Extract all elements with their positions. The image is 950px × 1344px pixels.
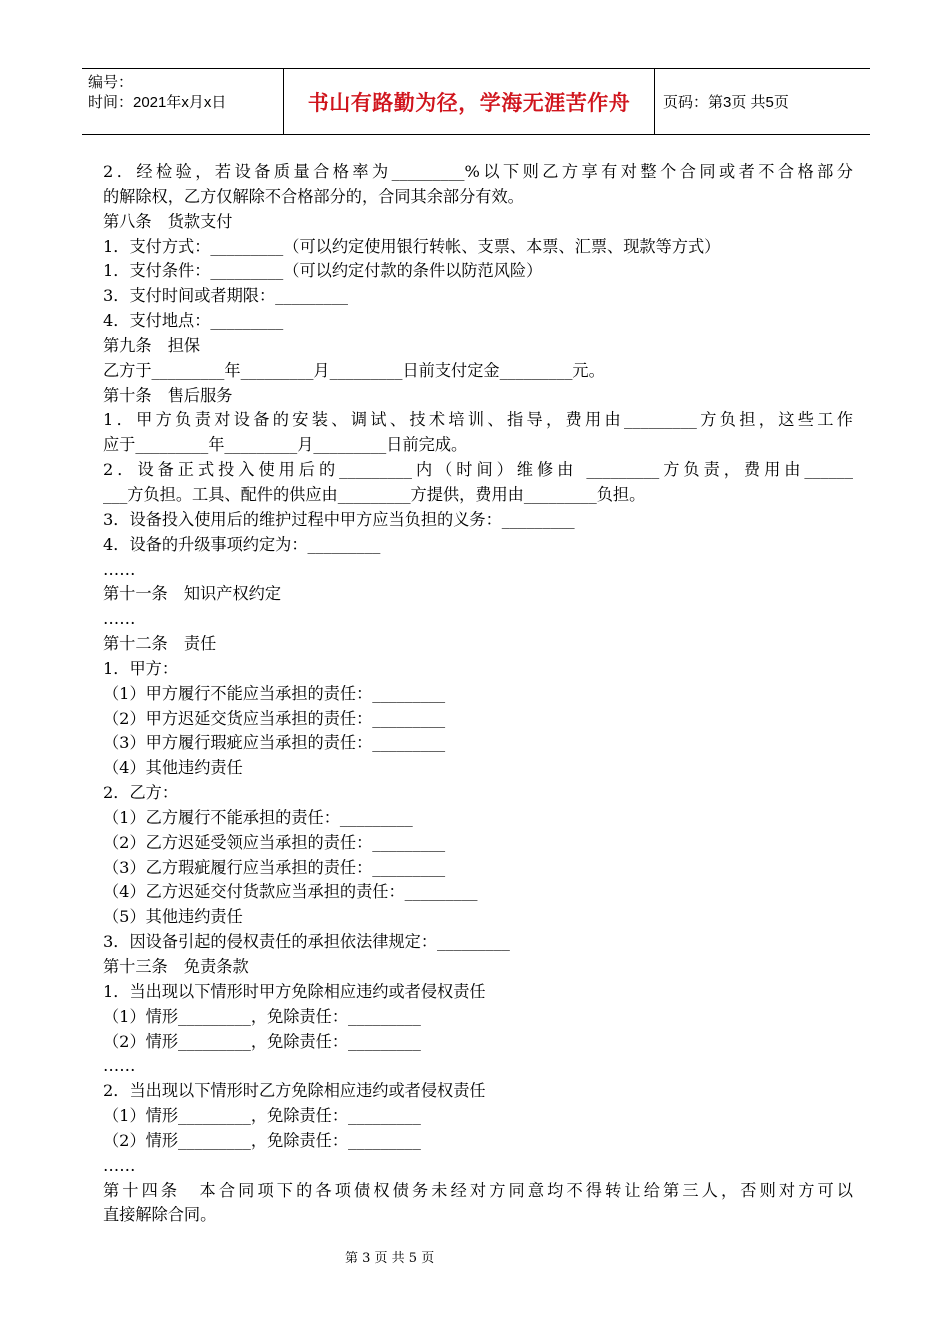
contract-line: （1）甲方履行不能应当承担的责任：_________ bbox=[103, 683, 446, 703]
contract-line: （1）乙方履行不能承担的责任：_________ bbox=[103, 807, 413, 827]
contract-line: ___方负担。工具、配件的供应由_________方提供，费用由_________负担。 bbox=[103, 484, 646, 504]
contract-line: 2．设备正式投入使用后的_________内（时间）维修由 _________方负责，费用由______ bbox=[103, 460, 853, 480]
contract-line: （3）甲方履行瑕疵应当承担的责任：_________ bbox=[103, 733, 446, 753]
contract-line: 4．支付地点：_________ bbox=[103, 311, 284, 331]
contract-line: 第九条 担保 bbox=[103, 335, 201, 355]
contract-line: （2）情形_________，免除责任：_________ bbox=[103, 1130, 421, 1150]
contract-line: 的解除权，乙方仅解除不合格部分的，合同其余部分有效。 bbox=[103, 186, 524, 206]
header-page-cell bbox=[655, 69, 870, 134]
contract-line: 2．当出现以下情形时乙方免除相应违约或者侵权责任 bbox=[103, 1081, 486, 1101]
contract-line: （2）情形_________，免除责任：_________ bbox=[103, 1031, 421, 1051]
contract-line: …… bbox=[103, 1155, 136, 1175]
contract-line: 应于_________年_________月_________日前完成。 bbox=[103, 435, 468, 455]
contract-line: 3．支付时间或者期限：_________ bbox=[103, 286, 349, 306]
contract-line: （2）乙方迟延受领应当承担的责任：_________ bbox=[103, 832, 446, 852]
contract-line: 1．支付条件：_________（可以约定付款的条件以防范风险） bbox=[103, 261, 543, 281]
contract-line: …… bbox=[103, 559, 136, 579]
contract-line: 第十一条 知识产权约定 bbox=[103, 584, 282, 604]
contract-line: 1．支付方式：_________（可以约定使用银行转帐、支票、本票、汇票、现款等方式） bbox=[103, 236, 721, 256]
contract-line: 第十条 售后服务 bbox=[103, 385, 233, 405]
contract-line: 4．设备的升级事项约定为：_________ bbox=[103, 534, 381, 554]
contract-line: 第八条 货款支付 bbox=[103, 211, 233, 231]
contract-line: 1．甲方： bbox=[103, 658, 179, 678]
document-number-label: 编号： bbox=[88, 74, 134, 91]
contract-line: 1．甲方负责对设备的安装、调试、技术培训、指导，费用由_________方负担，这些工作 bbox=[103, 410, 853, 430]
contract-body bbox=[103, 160, 853, 1228]
contract-line: （4）其他违约责任 bbox=[103, 758, 243, 778]
contract-line: 第十二条 责任 bbox=[103, 634, 217, 654]
contract-line: 3．设备投入使用后的维护过程中甲方应当负担的义务：_________ bbox=[103, 509, 575, 529]
contract-line: 直接解除合同。 bbox=[103, 1205, 217, 1225]
contract-line: 1．当出现以下情形时甲方免除相应违约或者侵权责任 bbox=[103, 981, 486, 1001]
header-page-label: 页码：第3页 共5页 bbox=[663, 94, 789, 111]
contract-line: …… bbox=[103, 609, 136, 629]
contract-line: （1）情形_________，免除责任：_________ bbox=[103, 1006, 421, 1026]
header-meta bbox=[82, 69, 283, 134]
contract-line: （1）情形_________，免除责任：_________ bbox=[103, 1106, 421, 1126]
document-date-label: 时间：2021年x月x日 bbox=[88, 94, 227, 111]
contract-line: （3）乙方瑕疵履行应当承担的责任：_________ bbox=[103, 857, 446, 877]
page-footer: 第 3 页 共 5 页 bbox=[345, 1251, 435, 1266]
header-motto: 书山有路勤为径，学海无涯苦作舟 bbox=[307, 90, 631, 115]
contract-line: 第十四条 本合同项下的各项债权债务未经对方同意均不得转让给第三人，否则对方可以 bbox=[103, 1180, 853, 1200]
contract-line: （5）其他违约责任 bbox=[103, 907, 243, 927]
page-header bbox=[82, 68, 870, 135]
contract-line: （2）甲方迟延交货应当承担的责任：_________ bbox=[103, 708, 446, 728]
contract-line: 2．经检验，若设备质量合格率为_________%以下则乙方享有对整个合同或者不合格部分 bbox=[103, 162, 853, 181]
contract-line: （4）乙方迟延交付货款应当承担的责任：_________ bbox=[103, 882, 478, 902]
header-motto-cell bbox=[283, 69, 655, 134]
contract-line: …… bbox=[103, 1056, 136, 1076]
contract-line: 第十三条 免责条款 bbox=[103, 957, 249, 976]
contract-line: 乙方于_________年_________月_________日前支付定金_________元。 bbox=[103, 360, 605, 380]
contract-line: 2．乙方： bbox=[103, 783, 179, 803]
contract-line: 3．因设备引起的侵权责任的承担依法律规定：_________ bbox=[103, 932, 510, 952]
